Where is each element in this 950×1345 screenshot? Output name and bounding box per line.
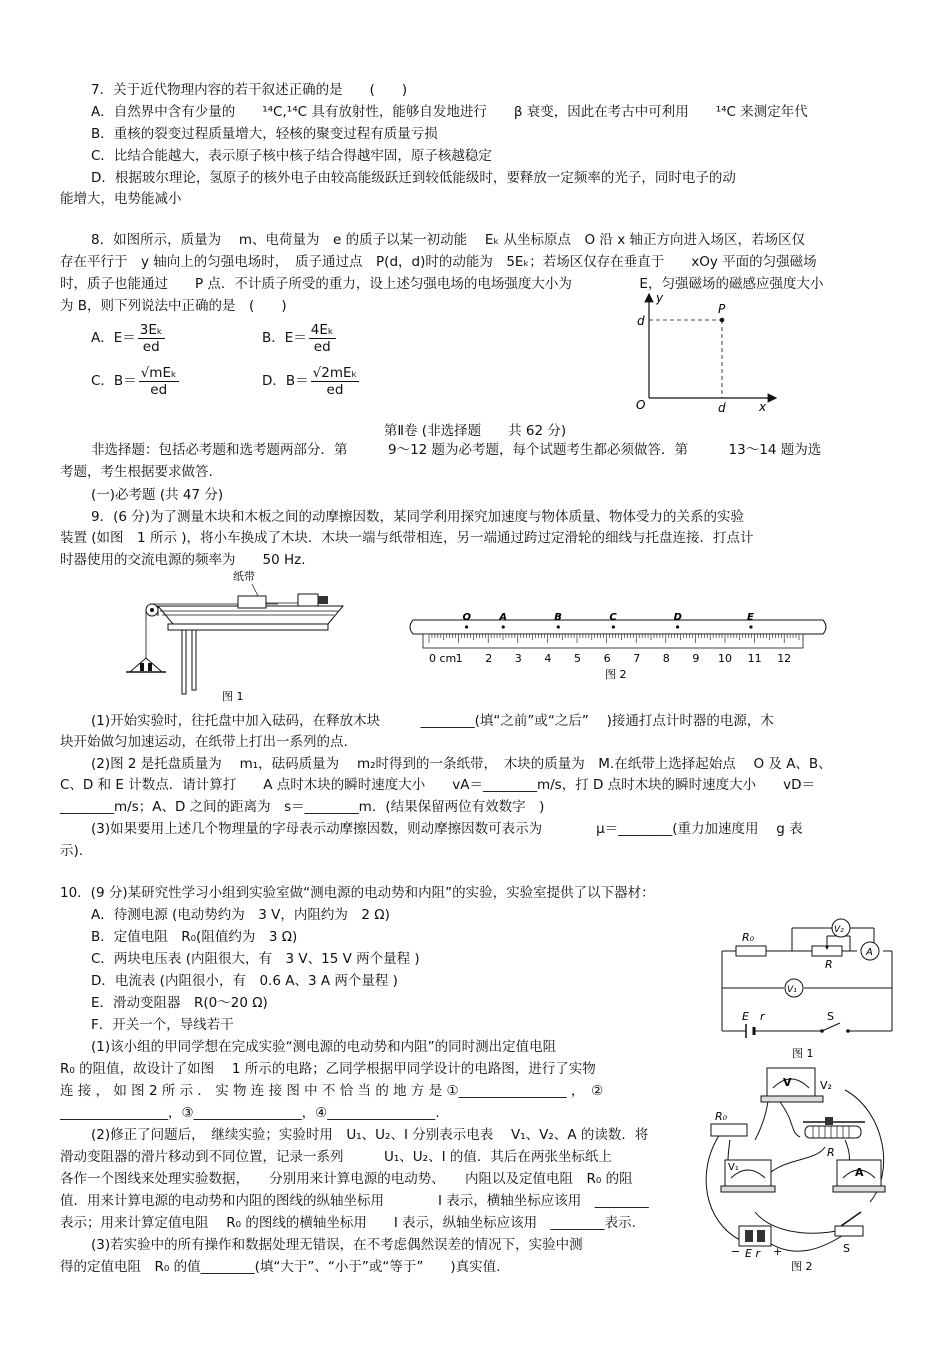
q10-fig2-minus: − bbox=[731, 1245, 741, 1258]
q8-label-x: x bbox=[759, 400, 767, 414]
q10-line1: 10．(9 分)某研究性学习小组到实验室做“测电源的电动势和内阻”的实验，实验室提供了以下器材： bbox=[60, 885, 655, 901]
q8-option-b-fraction bbox=[309, 322, 336, 355]
q10-fig2-s-label: S bbox=[843, 1242, 850, 1255]
q8-option-b bbox=[262, 321, 338, 355]
q10-sub2-line5: 表示；用来计算定值电阻 R₀ 的图线的横轴坐标用 I 表示，纵轴坐标应该用 ________表示. bbox=[60, 1215, 636, 1231]
q10-fig2-battery bbox=[739, 1226, 771, 1246]
q7-option-c: C．比结合能越大，表示原子核中核子结合得越牢固，原子核越稳定 bbox=[91, 148, 492, 164]
q8-option-c-numerator: √mEₖ bbox=[140, 364, 177, 381]
q10-fig1-r-label: R bbox=[825, 958, 833, 971]
q8-option-a bbox=[91, 321, 167, 355]
q8-line1: 8．如图所示，质量为 m、电荷量为 e 的质子以某一初动能 Eₖ 从坐标原点 O 沿 x 轴正方向进入场区，若场区仅 bbox=[91, 232, 805, 248]
q10-item-f: F．开关一个，导线若干 bbox=[91, 1017, 234, 1033]
q9-sub3-line2: 示). bbox=[60, 843, 84, 859]
q9-sub2-line3: ________m/s；A、D 之间的距离为 s＝________m．(结果保留两位有效数字 ) bbox=[60, 799, 545, 815]
q9-ruler-figure bbox=[405, 612, 830, 684]
q10-sub1-line2: R₀ 的阻值，故设计了如图 1 所示的电路；乙同学根据甲同学设计的电路图，进行了实物 bbox=[60, 1061, 596, 1077]
q10-fig2-a-label: A bbox=[855, 1166, 864, 1179]
q9-line3: 时器使用的交流电源的频率为 50 Hz. bbox=[60, 552, 306, 568]
section2-title: 第Ⅱ卷 (非选择题 共 62 分) bbox=[383, 423, 567, 439]
q10-fig1-a-label: A bbox=[866, 947, 873, 958]
tape-point-label: C bbox=[609, 612, 617, 623]
q7-option-d-line2: 能增大，电势能减小 bbox=[60, 191, 182, 207]
q10-fig1-v2-label: V₂ bbox=[834, 925, 844, 935]
q9-tray bbox=[130, 658, 162, 672]
q8-line4: 为 B，则下列说法中正确的是 ( ) bbox=[60, 298, 287, 314]
q8-option-c-denominator: ed bbox=[150, 381, 168, 398]
q8-option-d-numerator: √2mEₖ bbox=[312, 364, 358, 381]
q8-option-d-prefix: D．B＝ bbox=[262, 373, 309, 389]
section2-line1: 非选择题：包括必考题和选考题两部分．第 9～12 题为必考题，每个试题考生都必须做答．第 13～14 题为选 bbox=[91, 442, 822, 458]
q7-option-d-line1: D．根据玻尔理论，氢原子的核外电子由较高能级跃迁到较低能级时，要释放一定频率的光子，同时电子的动 bbox=[91, 170, 736, 186]
q9-tape-strip bbox=[410, 620, 826, 634]
q10-fig1-s-label: S bbox=[827, 1010, 834, 1023]
ruler-number: 5 bbox=[574, 652, 581, 665]
ruler-number: 7 bbox=[633, 652, 641, 665]
q8-option-b-denominator: ed bbox=[313, 338, 331, 355]
q8-label-d-left: d bbox=[637, 314, 645, 328]
q8-option-b-numerator: 4Eₖ bbox=[310, 321, 334, 338]
ruler-number: 9 bbox=[692, 652, 700, 665]
q9-sub1-line2: 块开始做匀加速运动，在纸带上打出一系列的点. bbox=[60, 734, 348, 750]
q10-sub1-line3: 连 接 ， 如 图 2 所 示 ． 实 物 连 接 图 中 不 恰 当 的 地 方 是 ①________________ ， ② bbox=[60, 1083, 604, 1099]
ruler-number: 1 bbox=[455, 652, 463, 665]
section2-line2: 考题，考生根据要求做答. bbox=[60, 464, 213, 480]
q8-option-a-fraction bbox=[138, 322, 165, 355]
q10-r0-resistor bbox=[736, 946, 766, 956]
tape-point-label: E bbox=[746, 612, 754, 623]
q8-option-c bbox=[91, 364, 181, 398]
q10-fig2-plus: + bbox=[773, 1245, 783, 1258]
tape-point-label: D bbox=[673, 612, 682, 623]
q8-label-y: y bbox=[656, 291, 664, 305]
q8-label-d-bottom: d bbox=[718, 401, 726, 415]
q10-fig1-v1-label: V₁ bbox=[787, 985, 797, 995]
q9-fig1-caption: 图 1 bbox=[222, 690, 244, 703]
tape-dot bbox=[612, 625, 615, 628]
q8-option-c-prefix: C．B＝ bbox=[91, 373, 137, 389]
tape-point-label: O bbox=[462, 612, 472, 623]
q9-line2: 装置 (如图 1 所示 )，将小车换成了木块．木块一端与纸带相连，另一端通过跨过定滑轮的细线与托盘连接．打点计 bbox=[60, 530, 754, 546]
q8-option-a-prefix: A．E＝ bbox=[91, 330, 136, 346]
q10-sub3-line1: (3)若实验中的所有操作和数据处理无错误，在不考虑偶然误差的情况下，实验中测 bbox=[91, 1237, 583, 1253]
q7-option-a: A．自然界中含有少量的 ¹⁴C,¹⁴C 具有放射性，能够自发地进行 β 衰变，因此在考古中可利用 ¹⁴C 来测定年代 bbox=[91, 104, 808, 120]
q8-option-b-prefix: B．E＝ bbox=[262, 330, 307, 346]
q9-fig2-caption: 图 2 bbox=[605, 668, 627, 681]
q10-fig1-e-label: E bbox=[742, 1010, 749, 1023]
q10-item-d: D．电流表 (内阻很小，有 0.6 A、3 A 两个量程 ) bbox=[91, 973, 398, 989]
ruler-number: 3 bbox=[514, 652, 522, 665]
q9-sub1-line1: (1)开始实验时，往托盘中加入砝码，在释放木块 ________(填“之前”或“之后” )接通打点计时器的电源，木 bbox=[91, 713, 774, 729]
tape-dot bbox=[676, 625, 679, 628]
q9-line1: 9．(6 分)为了测量木块和木板之间的动摩擦因数，某同学利用探究加速度与物体质量、物体受力的关系的实验 bbox=[91, 509, 745, 525]
ruler-number: 8 bbox=[662, 652, 670, 665]
q10-fig2-v2-label: V₂ bbox=[820, 1079, 832, 1092]
tape-point-label: B bbox=[554, 612, 562, 623]
tape-dot bbox=[749, 625, 752, 628]
q10-fig2-v1-label: V₁ bbox=[728, 1162, 739, 1173]
q10-fig2-r-label: R bbox=[827, 1146, 835, 1159]
q9-sub2-line2: C、D 和 E 计数点．请计算打 A 点时木块的瞬时速度大小 vA＝________m/s，打 D 点时木块的瞬时速度大小 vD＝ bbox=[60, 777, 816, 793]
ruler-number: 11 bbox=[747, 652, 762, 665]
q8-option-a-denominator: ed bbox=[142, 338, 160, 355]
q9-tape-label: 纸带 bbox=[233, 570, 255, 583]
q8-option-d-denominator: ed bbox=[326, 381, 344, 398]
q9-wood-block bbox=[238, 596, 266, 608]
q10-circuit-diagram bbox=[712, 906, 902, 1062]
ruler-number: 6 bbox=[603, 652, 611, 665]
q10-item-b: B．定值电阻 R₀(阻值约为 3 Ω) bbox=[91, 929, 298, 945]
section2-required: (一)必考题 (共 47 分) bbox=[91, 487, 224, 503]
q10-fig1-caption: 图 1 bbox=[792, 1047, 814, 1060]
q9-ruler-unit: 0 cm bbox=[429, 652, 457, 665]
q10-fig2-caption: 图 2 bbox=[791, 1260, 813, 1273]
ruler-number: 12 bbox=[777, 652, 792, 665]
q10-item-a: A．待测电源 (电动势约为 3 V，内阻约为 2 Ω) bbox=[91, 907, 390, 923]
q8-option-d bbox=[262, 364, 361, 398]
q10-sub1-line1: (1)该小组的甲同学想在完成实验“测电源的电动势和内阻”的同时测出定值电阻 bbox=[91, 1039, 557, 1055]
q10-fig2-switch bbox=[835, 1226, 863, 1236]
q9-apparatus-figure bbox=[118, 566, 358, 706]
q8-line3: 时，质子也能通过 P 点．不计质子所受的重力，设上述匀强电场的电场强度大小为 E，匀强磁场的磁感应强度大小 bbox=[60, 276, 824, 292]
q8-label-p: P bbox=[718, 302, 726, 316]
q10-sub2-line1: (2)修正了问题后， 继续实验；实验时用 U₁、U₂、I 分别表示电表 V₁、V₂、A 的读数．将 bbox=[91, 1127, 649, 1143]
q10-fig1-rr-label: r bbox=[760, 1010, 765, 1023]
tape-dot bbox=[465, 625, 468, 628]
tape-dot bbox=[557, 625, 560, 628]
q7-stem: 7．关于近代物理内容的若干叙述正确的是 ( ) bbox=[91, 82, 408, 98]
q10-item-c: C．两块电压表 (内阻很大，有 3 V、15 V 两个量程 ) bbox=[91, 951, 420, 967]
ruler-number: 2 bbox=[485, 652, 493, 665]
q8-option-c-fraction bbox=[139, 365, 179, 398]
q10-fig2-r0-label: R₀ bbox=[715, 1110, 728, 1123]
q9-sub3-line1: (3)如果要用上述几个物理量的字母表示动摩擦因数，则动摩擦因数可表示为 μ＝________(重力加速度用 g 表 bbox=[91, 821, 803, 837]
ruler-number: 10 bbox=[718, 652, 732, 665]
q10-sub1-line4: ________________，③________________，④________________. bbox=[60, 1105, 440, 1121]
q8-coordinate-figure bbox=[628, 290, 788, 420]
q10-fig1-r0-label: R₀ bbox=[742, 931, 755, 944]
q10-sub2-line2: 滑动变阻器的滑片移动到不同位置，记录一系列 U₁、U₂、I 的值．其后在两张坐标纸上 bbox=[60, 1149, 612, 1165]
tape-dot bbox=[502, 625, 505, 628]
q10-fig2-er-label: E r bbox=[745, 1247, 760, 1260]
q10-wiring-figure bbox=[695, 1062, 910, 1278]
q8-line2: 存在平行于 y 轴向上的匀强电场时， 质子通过点 P(d，d)时的动能为 5Eₖ；若场区仅存在垂直于 xOy 平面的匀强磁场 bbox=[60, 254, 817, 270]
tape-point-label: A bbox=[499, 612, 507, 623]
q8-label-o: O bbox=[636, 398, 646, 412]
q10-fig2-v-label: V bbox=[783, 1076, 792, 1089]
q10-item-e: E．滑动变阻器 R(0～20 Ω) bbox=[91, 995, 268, 1011]
q9-sub2-line1: (2)图 2 是托盘质量为 m₁，砝码质量为 m₂时得到的一条纸带， 木块的质量为 M.在纸带上选择起始点 O 及 A、B、 bbox=[91, 756, 832, 772]
q10-fig2-r0 bbox=[711, 1124, 747, 1136]
q10-fig2-rheostat bbox=[805, 1126, 861, 1138]
q8-option-d-fraction bbox=[311, 365, 360, 398]
q10-sub3-line2: 得的定值电阻 R₀ 的值________(填“大于”、“小于”或“等于” )真实值. bbox=[60, 1259, 501, 1275]
q7-option-b: B．重核的裂变过程质量增大，轻核的聚变过程有质量亏损 bbox=[91, 126, 438, 142]
q10-sub2-line3: 各作一个图线来处理实验数据， 分别用来计算电源的电动势、 内阻以及定值电阻 R₀ 的阻 bbox=[60, 1171, 633, 1187]
q9-timer bbox=[298, 594, 318, 606]
q8-point-p bbox=[720, 318, 725, 323]
q10-sub2-line4: 值．用来计算电源的电动势和内阻的图线的纵轴坐标用 I 表示，横轴坐标应该用 ________ bbox=[60, 1193, 649, 1209]
q8-option-a-numerator: 3Eₖ bbox=[139, 321, 163, 338]
ruler-number: 4 bbox=[544, 652, 552, 665]
